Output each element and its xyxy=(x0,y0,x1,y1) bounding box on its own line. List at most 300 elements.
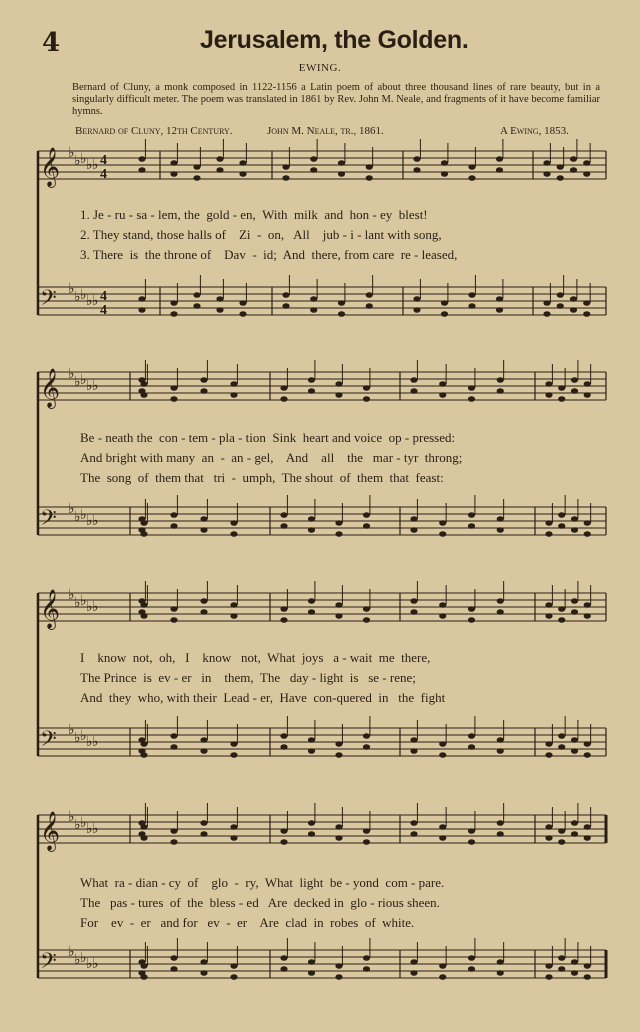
note-head xyxy=(363,523,370,529)
flat-sign-icon: ♭ xyxy=(68,281,75,297)
note-head xyxy=(363,828,370,834)
note-head xyxy=(584,602,591,608)
note-head xyxy=(584,531,591,537)
note-head xyxy=(366,164,373,170)
note-head xyxy=(545,613,552,619)
note-head xyxy=(441,171,448,177)
lyric-line: And they who, with their Lead - er, Have con-quered in the fight xyxy=(80,690,446,705)
note-head xyxy=(497,388,504,394)
note-head xyxy=(558,385,565,391)
note-head xyxy=(468,966,475,972)
note-head xyxy=(140,824,147,830)
note-head xyxy=(170,966,177,972)
note-head xyxy=(230,752,237,758)
flat-sign-icon: ♭ xyxy=(92,956,99,972)
note-head xyxy=(557,292,564,298)
flat-sign-icon: ♭ xyxy=(80,593,87,609)
note-head xyxy=(583,300,590,306)
note-head xyxy=(200,527,207,533)
flat-sign-icon: ♭ xyxy=(68,366,75,382)
note-head xyxy=(170,512,177,518)
note-head xyxy=(282,164,289,170)
note-head xyxy=(468,839,475,845)
flat-sign-icon: ♭ xyxy=(86,378,93,394)
note-head xyxy=(200,377,207,383)
note-head xyxy=(410,748,417,754)
note-head xyxy=(584,520,591,526)
flat-sign-icon: ♭ xyxy=(74,595,81,611)
flat-sign-icon: ♭ xyxy=(86,734,93,750)
note-head xyxy=(335,835,342,841)
flat-sign-icon: ♭ xyxy=(74,952,81,968)
note-head xyxy=(543,300,550,306)
note-head xyxy=(497,516,504,522)
note-head xyxy=(230,824,237,830)
note-head xyxy=(280,512,287,518)
treble-clef-icon: 𝄞 xyxy=(40,811,61,851)
note-head xyxy=(335,741,342,747)
lyric-line: What ra - dian - cy of glo - ry, What light be - yond com - pare. xyxy=(80,875,445,890)
note-head xyxy=(571,377,578,383)
note-head xyxy=(335,531,342,537)
note-head xyxy=(439,392,446,398)
note-head xyxy=(441,300,448,306)
flat-sign-icon: ♭ xyxy=(68,145,75,161)
note-head xyxy=(545,741,552,747)
note-head xyxy=(280,617,287,623)
note-head xyxy=(280,606,287,612)
flat-sign-icon: ♭ xyxy=(74,289,81,305)
note-head xyxy=(338,160,345,166)
note-head xyxy=(468,396,475,402)
note-head xyxy=(216,167,223,173)
note-head xyxy=(170,839,177,845)
note-head xyxy=(545,963,552,969)
note-head xyxy=(230,602,237,608)
note-head xyxy=(230,531,237,537)
note-head xyxy=(280,733,287,739)
note-head xyxy=(545,824,552,830)
note-head xyxy=(140,531,147,537)
flat-sign-icon: ♭ xyxy=(74,817,81,833)
flat-sign-icon: ♭ xyxy=(92,734,99,750)
composer-credit: A Ewing, 1853. xyxy=(500,125,569,137)
note-head xyxy=(439,824,446,830)
note-head xyxy=(441,311,448,317)
note-head xyxy=(413,307,420,313)
note-head xyxy=(543,160,550,166)
note-head xyxy=(193,164,200,170)
note-head xyxy=(543,171,550,177)
time-signature-icon: 4 xyxy=(100,303,107,318)
note-head xyxy=(170,311,177,317)
flat-sign-icon: ♭ xyxy=(80,815,87,831)
note-head xyxy=(468,744,475,750)
lyric-line: The pas - tures of the bless - ed Are decked in glo - rious sheen. xyxy=(80,895,440,910)
note-head xyxy=(308,737,315,743)
bass-clef-icon: 𝄢 xyxy=(40,949,57,979)
note-head xyxy=(413,156,420,162)
note-head xyxy=(335,520,342,526)
note-head xyxy=(468,164,475,170)
note-head xyxy=(410,388,417,394)
note-head xyxy=(439,835,446,841)
note-head xyxy=(410,598,417,604)
note-head xyxy=(200,598,207,604)
note-head xyxy=(468,828,475,834)
note-head xyxy=(363,396,370,402)
note-head xyxy=(200,516,207,522)
note-head xyxy=(571,609,578,615)
note-head xyxy=(280,523,287,529)
note-head xyxy=(193,175,200,181)
note-head xyxy=(282,292,289,298)
note-head xyxy=(545,531,552,537)
flat-sign-icon: ♭ xyxy=(80,372,87,388)
note-head xyxy=(410,516,417,522)
note-head xyxy=(583,171,590,177)
note-head xyxy=(363,733,370,739)
note-head xyxy=(410,820,417,826)
flat-sign-icon: ♭ xyxy=(92,293,99,309)
bass-clef-icon: 𝄢 xyxy=(40,506,57,536)
note-head xyxy=(468,523,475,529)
note-head xyxy=(583,160,590,166)
note-head xyxy=(497,820,504,826)
note-head xyxy=(230,741,237,747)
note-head xyxy=(140,974,147,980)
flat-sign-icon: ♭ xyxy=(74,153,81,169)
flat-sign-icon: ♭ xyxy=(68,944,75,960)
note-head xyxy=(571,527,578,533)
note-head xyxy=(366,303,373,309)
flat-sign-icon: ♭ xyxy=(68,587,75,603)
note-head xyxy=(439,531,446,537)
lyric-line: For ev - er and for ev - er Are clad in robes of white. xyxy=(80,915,415,930)
note-head xyxy=(439,613,446,619)
note-head xyxy=(558,966,565,972)
note-head xyxy=(558,744,565,750)
note-head xyxy=(366,292,373,298)
note-head xyxy=(335,974,342,980)
note-head xyxy=(558,839,565,845)
note-head xyxy=(545,752,552,758)
note-head xyxy=(558,396,565,402)
intro-paragraph: Bernard of Cluny, a monk composed in 1122-1156 a Latin poem of about three thousand lines of rare beauty, but in a singularly difficult meter. The poem was translated in 1861 by Rev. John M. Neale, and fragments of it have become familiar hymns. xyxy=(72,82,600,117)
flat-sign-icon: ♭ xyxy=(92,378,99,394)
note-head xyxy=(338,171,345,177)
note-head xyxy=(200,609,207,615)
time-signature-icon: 4 xyxy=(100,153,107,168)
note-head xyxy=(308,598,315,604)
note-head xyxy=(140,613,147,619)
note-head xyxy=(439,963,446,969)
note-head xyxy=(308,959,315,965)
note-head xyxy=(170,606,177,612)
note-head xyxy=(584,613,591,619)
note-head xyxy=(280,966,287,972)
flat-sign-icon: ♭ xyxy=(92,157,99,173)
note-head xyxy=(584,835,591,841)
flat-sign-icon: ♭ xyxy=(80,287,87,303)
note-head xyxy=(193,292,200,298)
note-head xyxy=(282,303,289,309)
note-head xyxy=(413,167,420,173)
note-head xyxy=(497,959,504,965)
note-head xyxy=(410,831,417,837)
note-head xyxy=(335,602,342,608)
note-head xyxy=(545,835,552,841)
note-head xyxy=(570,156,577,162)
note-head xyxy=(441,160,448,166)
note-head xyxy=(497,748,504,754)
note-head xyxy=(496,156,503,162)
note-head xyxy=(230,835,237,841)
note-head xyxy=(543,311,550,317)
note-head xyxy=(557,303,564,309)
note-head xyxy=(170,744,177,750)
note-head xyxy=(308,970,315,976)
note-head xyxy=(200,959,207,965)
note-head xyxy=(280,955,287,961)
flat-sign-icon: ♭ xyxy=(86,293,93,309)
note-head xyxy=(558,606,565,612)
note-head xyxy=(545,602,552,608)
note-head xyxy=(308,748,315,754)
flat-sign-icon: ♭ xyxy=(68,501,75,517)
note-head xyxy=(570,167,577,173)
note-head xyxy=(571,598,578,604)
note-head xyxy=(310,156,317,162)
note-head xyxy=(570,296,577,302)
note-head xyxy=(230,963,237,969)
note-head xyxy=(439,974,446,980)
note-head xyxy=(140,963,147,969)
time-signature-icon: 4 xyxy=(100,167,107,182)
note-head xyxy=(140,392,147,398)
note-head xyxy=(170,300,177,306)
note-head xyxy=(308,516,315,522)
treble-clef-icon: 𝄞 xyxy=(40,589,61,629)
note-head xyxy=(335,381,342,387)
note-head xyxy=(497,737,504,743)
note-head xyxy=(170,828,177,834)
note-head xyxy=(468,512,475,518)
time-signature-icon: 4 xyxy=(100,289,107,304)
note-head xyxy=(193,303,200,309)
lyric-line: And bright with many an - an - gel, And all the mar - tyr throng; xyxy=(80,450,463,465)
note-head xyxy=(571,388,578,394)
note-head xyxy=(497,609,504,615)
note-head xyxy=(363,512,370,518)
note-head xyxy=(468,955,475,961)
note-head xyxy=(200,748,207,754)
note-head xyxy=(558,617,565,623)
note-head xyxy=(310,296,317,302)
note-head xyxy=(410,377,417,383)
note-head xyxy=(558,733,565,739)
lyric-line: 1. Je - ru - sa - lem, the gold - en, With milk and hon - ey blest! xyxy=(80,207,428,222)
note-head xyxy=(335,613,342,619)
note-head xyxy=(413,296,420,302)
note-head xyxy=(170,171,177,177)
note-head xyxy=(571,748,578,754)
flat-sign-icon: ♭ xyxy=(92,513,99,529)
translator-credit: John M. Neale, tr., 1861. xyxy=(267,125,384,137)
note-head xyxy=(571,970,578,976)
flat-sign-icon: ♭ xyxy=(86,513,93,529)
note-head xyxy=(230,974,237,980)
note-head xyxy=(584,741,591,747)
lyric-line: 3. There is the throne of Dav - id; And there, from care re - leased, xyxy=(80,247,458,262)
note-head xyxy=(496,167,503,173)
note-head xyxy=(584,392,591,398)
flat-sign-icon: ♭ xyxy=(68,722,75,738)
note-head xyxy=(138,307,145,313)
lyric-line: 2. They stand, those halls of Zi - on, All jub - i - lant with song, xyxy=(80,227,442,242)
note-head xyxy=(545,974,552,980)
bass-clef-icon: 𝄢 xyxy=(40,286,57,316)
note-head xyxy=(468,303,475,309)
note-head xyxy=(170,733,177,739)
note-head xyxy=(140,381,147,387)
note-head xyxy=(200,820,207,826)
note-head xyxy=(280,839,287,845)
note-head xyxy=(216,296,223,302)
note-head xyxy=(363,955,370,961)
note-head xyxy=(170,955,177,961)
note-head xyxy=(308,820,315,826)
flat-sign-icon: ♭ xyxy=(80,728,87,744)
note-head xyxy=(439,602,446,608)
note-head xyxy=(308,609,315,615)
note-head xyxy=(230,613,237,619)
note-head xyxy=(338,300,345,306)
flat-sign-icon: ♭ xyxy=(68,809,75,825)
note-head xyxy=(200,831,207,837)
note-head xyxy=(140,602,147,608)
note-head xyxy=(230,520,237,526)
note-head xyxy=(439,520,446,526)
note-head xyxy=(239,311,246,317)
note-head xyxy=(584,824,591,830)
note-head xyxy=(363,617,370,623)
author-credit: Bernard of Cluny, 12th Century. xyxy=(75,125,233,137)
note-head xyxy=(216,307,223,313)
note-head xyxy=(468,292,475,298)
note-head xyxy=(497,831,504,837)
lyric-line: Be - neath the con - tem - pla - tion Sink heart and voice op - pressed: xyxy=(80,430,456,445)
flat-sign-icon: ♭ xyxy=(86,821,93,837)
note-head xyxy=(468,617,475,623)
note-head xyxy=(584,963,591,969)
note-head xyxy=(138,296,145,302)
treble-clef-icon: 𝄞 xyxy=(40,368,61,408)
note-head xyxy=(363,966,370,972)
note-head xyxy=(280,744,287,750)
note-head xyxy=(545,392,552,398)
note-head xyxy=(170,385,177,391)
note-head xyxy=(497,527,504,533)
note-head xyxy=(558,828,565,834)
flat-sign-icon: ♭ xyxy=(80,950,87,966)
note-head xyxy=(558,955,565,961)
note-head xyxy=(363,385,370,391)
note-head xyxy=(571,831,578,837)
note-head xyxy=(138,167,145,173)
note-head xyxy=(239,171,246,177)
note-head xyxy=(363,839,370,845)
note-head xyxy=(583,311,590,317)
flat-sign-icon: ♭ xyxy=(74,374,81,390)
note-head xyxy=(558,512,565,518)
note-head xyxy=(584,381,591,387)
note-head xyxy=(335,752,342,758)
flat-sign-icon: ♭ xyxy=(80,507,87,523)
note-head xyxy=(310,307,317,313)
note-head xyxy=(140,520,147,526)
note-head xyxy=(468,175,475,181)
note-head xyxy=(335,963,342,969)
note-head xyxy=(239,160,246,166)
lyric-line: I know not, oh, I know not, What joys a - wait me there, xyxy=(80,650,431,665)
flat-sign-icon: ♭ xyxy=(74,509,81,525)
note-head xyxy=(170,617,177,623)
note-head xyxy=(410,959,417,965)
note-head xyxy=(282,175,289,181)
note-head xyxy=(439,741,446,747)
note-head xyxy=(338,311,345,317)
note-head xyxy=(280,385,287,391)
tune-name: EWING. xyxy=(298,62,342,74)
note-head xyxy=(308,377,315,383)
note-head xyxy=(497,377,504,383)
note-head xyxy=(280,828,287,834)
flat-sign-icon: ♭ xyxy=(86,599,93,615)
note-head xyxy=(363,744,370,750)
note-head xyxy=(545,381,552,387)
note-head xyxy=(496,307,503,313)
note-head xyxy=(170,396,177,402)
note-head xyxy=(239,300,246,306)
note-head xyxy=(439,752,446,758)
lyric-line: The Prince is ev - er in them, The day - light is se - rene; xyxy=(80,670,416,685)
lyric-line: The song of them that tri - umph, The shout of them that feast: xyxy=(80,470,444,485)
note-head xyxy=(170,523,177,529)
note-head xyxy=(366,175,373,181)
note-head xyxy=(497,598,504,604)
flat-sign-icon: ♭ xyxy=(80,151,87,167)
note-head xyxy=(335,824,342,830)
note-head xyxy=(571,516,578,522)
treble-clef-icon: 𝄞 xyxy=(40,147,61,187)
note-head xyxy=(571,737,578,743)
note-head xyxy=(308,831,315,837)
note-head xyxy=(138,156,145,162)
note-head xyxy=(468,385,475,391)
note-head xyxy=(216,156,223,162)
flat-sign-icon: ♭ xyxy=(92,599,99,615)
note-head xyxy=(230,392,237,398)
hymn-title: Jerusalem, the Golden. xyxy=(200,26,469,54)
note-head xyxy=(308,527,315,533)
note-head xyxy=(439,381,446,387)
flat-sign-icon: ♭ xyxy=(86,157,93,173)
note-head xyxy=(200,737,207,743)
flat-sign-icon: ♭ xyxy=(92,821,99,837)
note-head xyxy=(468,733,475,739)
note-head xyxy=(308,388,315,394)
